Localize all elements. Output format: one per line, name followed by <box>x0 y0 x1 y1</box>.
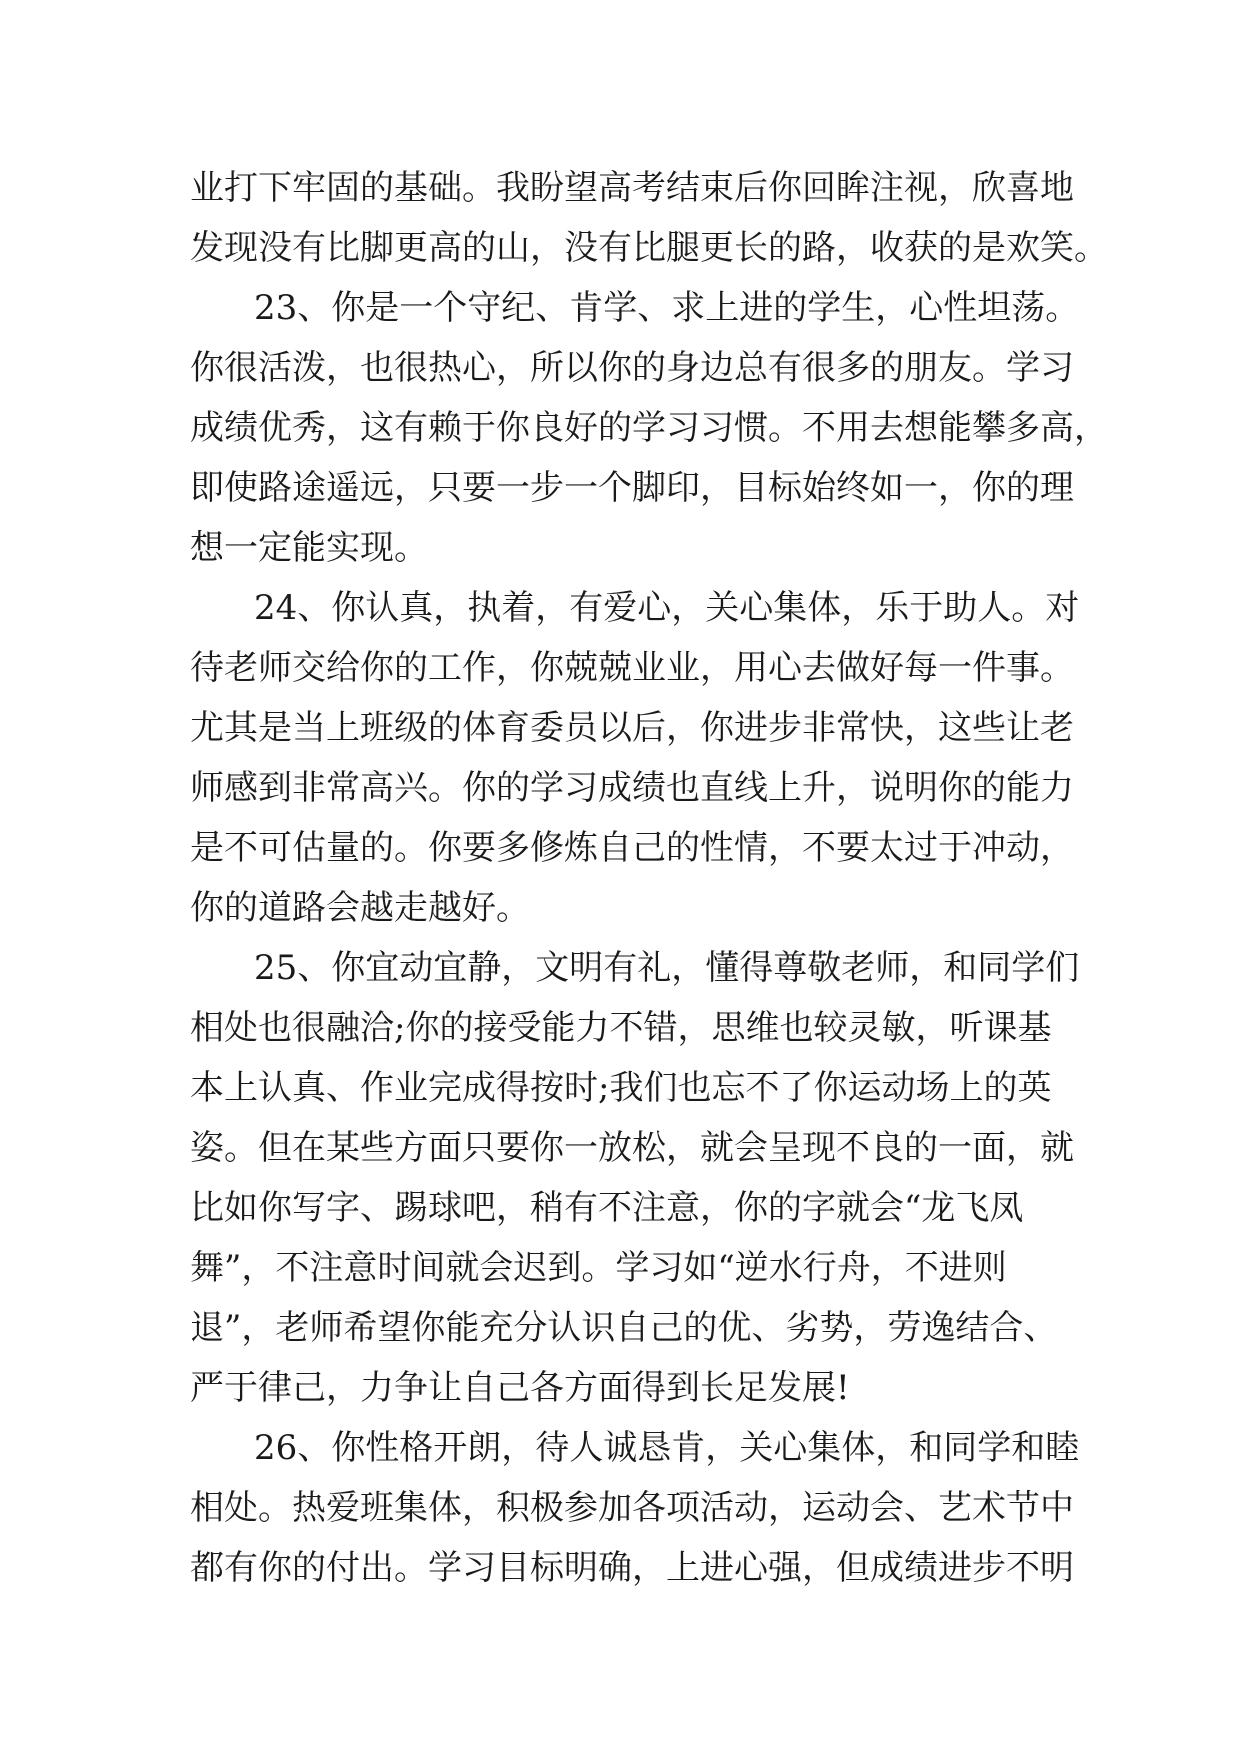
text-line: 即使路途遥远，只要一步一个脚印，目标始终如一，你的理 <box>190 468 1074 508</box>
paragraph-26-start: 26、你性格开朗，待人诚恳肯，关心集体，和同学和睦 <box>254 1428 1080 1468</box>
text-line: 姿。但在某些方面只要你一放松，就会呈现不良的一面，就 <box>190 1128 1074 1168</box>
text-line: 师感到非常高兴。你的学习成绩也直线上升，说明你的能力 <box>190 768 1074 808</box>
text-line: 发现没有比脚更高的山，没有比腿更长的路，收获的是欢笑。 <box>190 228 1108 268</box>
paragraph-23-start: 23、你是一个守纪、肯学、求上进的学生，心性坦荡。 <box>254 288 1080 328</box>
text-line: 你的道路会越走越好。 <box>190 888 530 928</box>
text-line: 退”，老师希望你能充分认识自己的优、劣势，劳逸结合、 <box>190 1308 1058 1348</box>
paragraph-24-start: 24、你认真，执着，有爱心，关心集体，乐于助人。对 <box>254 588 1080 628</box>
text-line: 尤其是当上班级的体育委员以后，你进步非常快，这些让老 <box>190 708 1074 748</box>
text-line: 想一定能实现。 <box>190 528 428 568</box>
text-line: 你很活泼，也很热心，所以你的身边总有很多的朋友。学习 <box>190 348 1074 388</box>
text-line: 都有你的付出。学习目标明确，上进心强，但成绩进步不明 <box>190 1548 1074 1588</box>
text-line: 相处也很融洽;你的接受能力不错，思维也较灵敏，听课基 <box>190 1008 1052 1048</box>
text-line: 业打下牢固的基础。我盼望高考结束后你回眸注视，欣喜地 <box>190 168 1074 208</box>
text-line: 舞”，不注意时间就会迟到。学习如“逆水行舟，不进则 <box>190 1248 1007 1288</box>
text-line: 本上认真、作业完成得按时;我们也忘不了你运动场上的英 <box>190 1068 1052 1108</box>
paragraph-25-start: 25、你宜动宜静，文明有礼，懂得尊敬老师，和同学们 <box>254 948 1080 988</box>
text-line: 严于律己，力争让自己各方面得到长足发展! <box>190 1368 850 1408</box>
text-line: 成绩优秀，这有赖于你良好的学习习惯。不用去想能攀多高， <box>190 408 1108 448</box>
text-line: 比如你写字、踢球吧，稍有不注意，你的字就会“龙飞凤 <box>190 1188 1024 1228</box>
text-line: 是不可估量的。你要多修炼自己的性情，不要太过于冲动， <box>190 828 1074 868</box>
text-line: 相处。热爱班集体，积极参加各项活动，运动会、艺术节中 <box>190 1488 1074 1528</box>
text-line: 待老师交给你的工作，你兢兢业业，用心去做好每一件事。 <box>190 648 1074 688</box>
